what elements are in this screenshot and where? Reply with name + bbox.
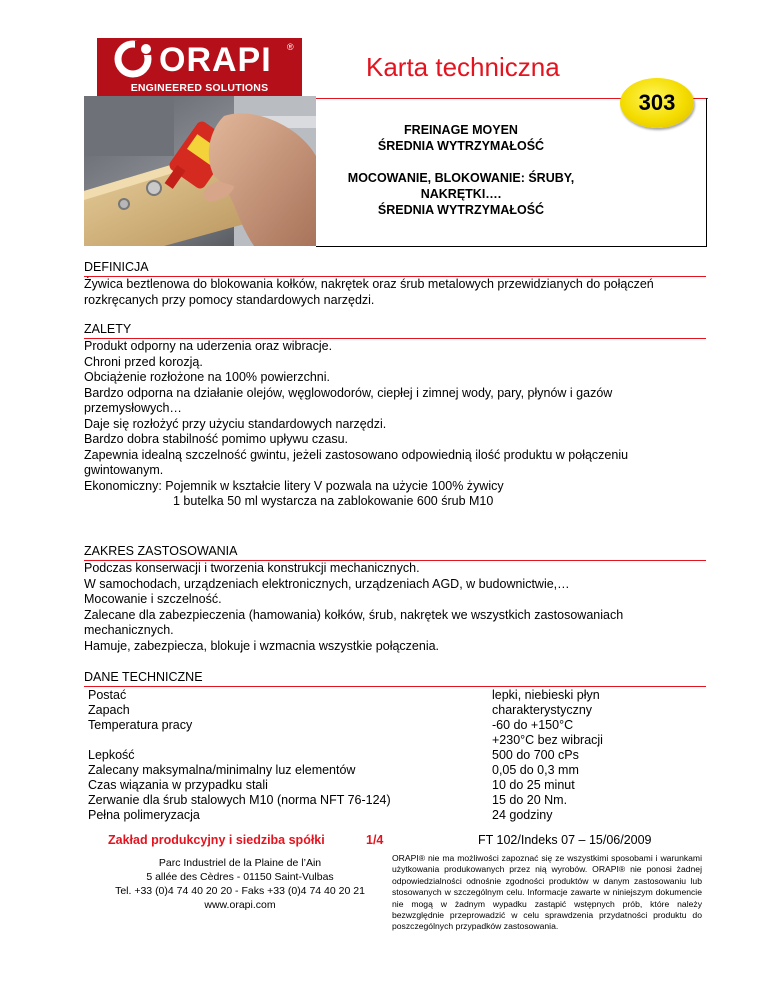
header-bottom-rule: [316, 246, 707, 247]
tech-value: -60 do +150°C: [492, 718, 574, 732]
tech-value: charakterystyczny: [492, 703, 593, 717]
tech-label: Postać: [88, 688, 127, 702]
zalety-line: Obciążenie rozłożone na 100% powierzchni.: [84, 370, 330, 384]
zalety-line: Zapewnia idealną szczelność gwintu, jeżeli zastosowano odpowiednią ilość produktu w połączeniu: [84, 447, 629, 462]
zakres-line: Podczas konserwacji i tworzenia konstrukcji mechanicznych.: [84, 561, 420, 575]
zalety-line: gwintowanym.: [84, 463, 164, 477]
document-reference: FT 102/Indeks 07 – 15/06/2009: [478, 833, 652, 847]
tech-label: Czas wiązania w przypadku stali: [88, 778, 268, 792]
tech-label: Temperatura pracy: [88, 718, 193, 732]
zalety-line: Daje się rozłożyć przy użyciu standardowych narzędzi.: [84, 416, 387, 431]
zakres-line: mechanicznych.: [84, 623, 174, 637]
tech-label: [88, 733, 391, 748]
zalety-line: Ekonomiczny: Pojemnik w kształcie litery V pozwala na użycie 100% żywicy: [84, 478, 504, 493]
zalety-line: Produkt odporny na uderzenia oraz wibracje.: [84, 339, 333, 353]
tech-label: Zerwanie dla śrub stalowych M10 (norma NFT 76-124): [88, 793, 391, 807]
tech-value: 10 do 25 minut: [492, 778, 575, 792]
zalety-line: przemysłowych…: [84, 401, 182, 415]
logo-registered-mark: ®: [287, 42, 294, 52]
product-use-line3: ŚREDNIA WYTRZYMAŁOŚĆ: [377, 203, 545, 217]
section-rule-dane: [84, 686, 706, 687]
product-photo-illustration: [84, 96, 316, 246]
company-label: Zakład produkcyjny i siedziba spółki: [108, 833, 325, 847]
section-title-zakres: ZAKRES ZASTOSOWANIA: [84, 544, 238, 558]
address-line: Parc Industriel de la Plaine de l’Ain: [158, 857, 322, 869]
product-use-block: [316, 170, 606, 218]
company-address: [100, 856, 380, 912]
address-line: 5 allée des Cèdres - 01150 Saint-Vulbas: [146, 871, 334, 883]
page-number: 1/4: [366, 833, 384, 847]
tech-value: 500 do 700 cPs: [492, 748, 579, 762]
website-link[interactable]: www.orapi.com: [204, 899, 276, 911]
section-title-zalety: ZALETY: [84, 322, 132, 336]
product-name-fr: FREINAGE MOYEN: [404, 123, 518, 137]
product-name-pl: ŚREDNIA WYTRZYMAŁOŚĆ: [377, 139, 545, 153]
header-right-border: [706, 98, 707, 246]
tech-label: Zalecany maksymalna/minimalny luz elementów: [88, 763, 356, 777]
product-use-line2: NAKRĘTKI….: [420, 187, 502, 201]
zakres-line: Mocowanie i szczelność.: [84, 592, 222, 606]
tech-labels: [88, 688, 391, 823]
address-line: Tel. +33 (0)4 74 40 20 20 - Faks +33 (0)4 74 40 20 21: [115, 885, 365, 897]
tech-label: Lepkość: [88, 748, 135, 762]
definicja-body: [84, 277, 704, 308]
section-title-dane: DANE TECHNICZNE: [84, 670, 203, 684]
orapi-logo: [97, 38, 302, 96]
tech-value: 0,05 do 0,3 mm: [492, 763, 579, 777]
zakres-line: Zalecane dla zabezpieczenia (hamowania) kołków, śrub, nakrętek we wszystkich zastosowaniach: [84, 607, 624, 622]
tech-label: Zapach: [88, 703, 130, 717]
zakres-line: Hamuje, zabezpiecza, blokuje i wzmacnia wszystkie połączenia.: [84, 638, 440, 653]
product-photo: [84, 96, 316, 246]
definicja-line: Żywica beztlenowa do blokowania kołków, nakrętek oraz śrub metalowych przewidzianych do połączeń: [84, 277, 654, 291]
legal-disclaimer: ORAPI® nie ma możliwości zapoznać się ze wszystkimi sposobami i warunkami użytkowania produkowanych przez nią wyrobów. ORAPI® nie ponosi żadnej odpowiedzialności odnośnie zgodności produktów w danym zastosowaniu lub stosowanych w szczególnym celu. Informacje zawarte w niniejszym dokumencie nie mogą w żadnym wypadku zastąpić wstępnych prób, które należy bezwzględnie przeprowadzić w celu sprawdzenia przydatności produktu do poszczególnych przypadków zastosowania.: [392, 853, 702, 932]
product-use-line1: MOCOWANIE, BLOKOWANIE: ŚRUBY,: [347, 171, 575, 185]
tech-value: 15 do 20 Nm.: [492, 793, 568, 807]
section-title-definicja: DEFINICJA: [84, 260, 149, 274]
zakres-body: [84, 561, 704, 654]
product-name-block: [316, 122, 606, 154]
zalety-line: 1 butelka 50 ml wystarcza na zablokowanie 600 śrub M10: [173, 494, 494, 508]
logo-wordmark: ORAPI: [159, 41, 272, 79]
zalety-body: [84, 339, 704, 510]
zalety-line: Bardzo dobra stabilność pomimo upływu czasu.: [84, 432, 349, 446]
zalety-line: Chroni przed korozją.: [84, 354, 203, 369]
tech-value: lepki, niebieski płyn: [492, 688, 600, 702]
tech-value: +230°C bez wibracji: [492, 733, 603, 747]
tech-value: 24 godziny: [492, 808, 553, 822]
zalety-line: Bardzo odporna na działanie olejów, węglowodorów, ciepłej i zimnej wody, pary, płynów i gazów: [84, 385, 613, 400]
zakres-line: W samochodach, urządzeniach elektronicznych, urządzeniach AGD, w budownictwie,…: [84, 576, 570, 591]
document-title: Karta techniczna: [366, 52, 560, 82]
product-number-badge: 303: [620, 78, 694, 128]
tech-label: Pełna polimeryzacja: [88, 808, 200, 822]
definicja-line: rozkręcanych przy pomocy standardowych narzędzi.: [84, 292, 375, 307]
tech-values: [492, 688, 603, 823]
logo-tagline: ENGINEERED SOLUTIONS: [97, 80, 302, 96]
